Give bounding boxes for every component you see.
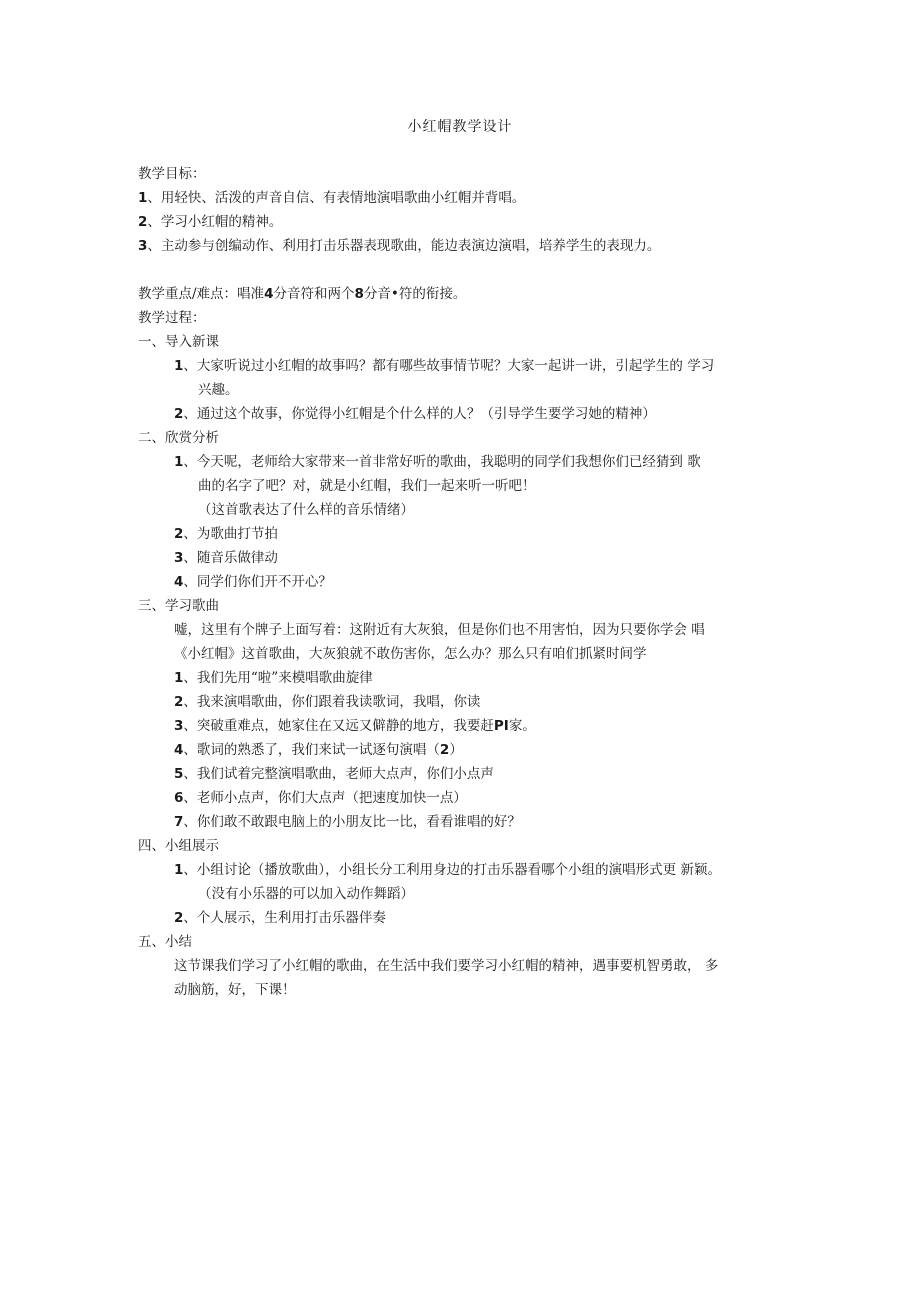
paragraph-line: 动脑筋，好，下课！ (174, 982, 296, 998)
list-item: 2、通过这个故事，你觉得小红帽是个什么样的人？（引导学生要学习她的精神） (174, 406, 656, 422)
section-heading: 一、导入新课 (138, 334, 219, 350)
document-title: 小红帽教学设计 (407, 119, 513, 135)
spacer (138, 258, 798, 282)
list-item: 4、歌词的熟悉了，我们来试一试逐句演唱（2） (174, 742, 463, 758)
key-points: 教学重点/难点：唱准4分音符和两个8分音•符的衔接。 (138, 286, 467, 302)
list-item: 2、我来演唱歌曲，你们跟着我读歌词，我唱，你读 (174, 694, 481, 710)
section-heading: 二、欣赏分析 (138, 430, 219, 446)
list-item-continuation: （这首歌表达了什么样的音乐情绪） (198, 502, 414, 518)
objective-item: 2、学习小红帽的精神。 (138, 214, 283, 230)
list-item: 1、我们先用“啦”来模唱歌曲旋律 (174, 670, 373, 686)
objective-item: 3、主动参与创编动作、利用打击乐器表现歌曲，能边表演边演唱，培养学生的表现力。 (138, 238, 661, 254)
list-item: 3、突破重难点，她家住在又远又僻静的地方，我要赶PI家。 (174, 718, 536, 734)
list-item: 2、为歌曲打节拍 (174, 526, 278, 542)
list-item: 7、你们敢不敢跟电脑上的小朋友比一比，看看谁唱的好？ (174, 814, 521, 830)
paragraph-line: 《小红帽》这首歌曲，大灰狼就不敢伤害你，怎么办？那么只有咱们抓紧时间学 (174, 646, 647, 662)
list-item: 3、随音乐做律动 (174, 550, 278, 566)
list-item-continuation: 兴趣。 (198, 382, 239, 398)
list-item-continuation: （没有小乐器的可以加入动作舞蹈） (198, 886, 414, 902)
list-item-continuation: 曲的名字了吧？对，就是小红帽，我们一起来听一听吧！ (198, 478, 536, 494)
list-item: 5、我们试着完整演唱歌曲，老师大点声，你们小点声 (174, 766, 494, 782)
paragraph-line: 这节课我们学习了小红帽的歌曲，在生活中我们要学习小红帽的精神，遇事要机智勇敢， 多 (174, 958, 719, 974)
process-heading: 教学过程： (138, 310, 206, 326)
list-item: 1、小组讨论（播放歌曲），小组长分工利用身边的打击乐器看哪个小组的演唱形式更 新颖。 (174, 862, 721, 878)
list-item: 1、大家听说过小红帽的故事吗？都有哪些故事情节呢？大家一起讲一讲，引起学生的 学习 (174, 358, 715, 374)
section-heading: 四、小组展示 (138, 838, 219, 854)
list-item: 2、个人展示，生利用打击乐器伴奏 (174, 910, 386, 926)
list-item: 6、老师小点声，你们大点声（把速度加快一点） (174, 790, 467, 806)
list-item: 1、今天呢，老师给大家带来一首非常好听的歌曲，我聪明的同学们我想你们已经猜到 歌 (174, 454, 701, 470)
list-item: 4、同学们你们开不开心？ (174, 574, 332, 590)
objective-item: 1、用轻快、活泼的声音自信、有表情地演唱歌曲小红帽并背唱。 (138, 190, 526, 206)
section-heading: 三、学习歌曲 (138, 598, 219, 614)
objectives-heading: 教学目标： (138, 166, 206, 182)
paragraph-line: 嘘，这里有个牌子上面写着：这附近有大灰狼，但是你们也不用害怕，因为只要你学会 唱 (174, 622, 705, 638)
section-heading: 五、小结 (138, 934, 192, 950)
document-body (138, 162, 798, 1002)
